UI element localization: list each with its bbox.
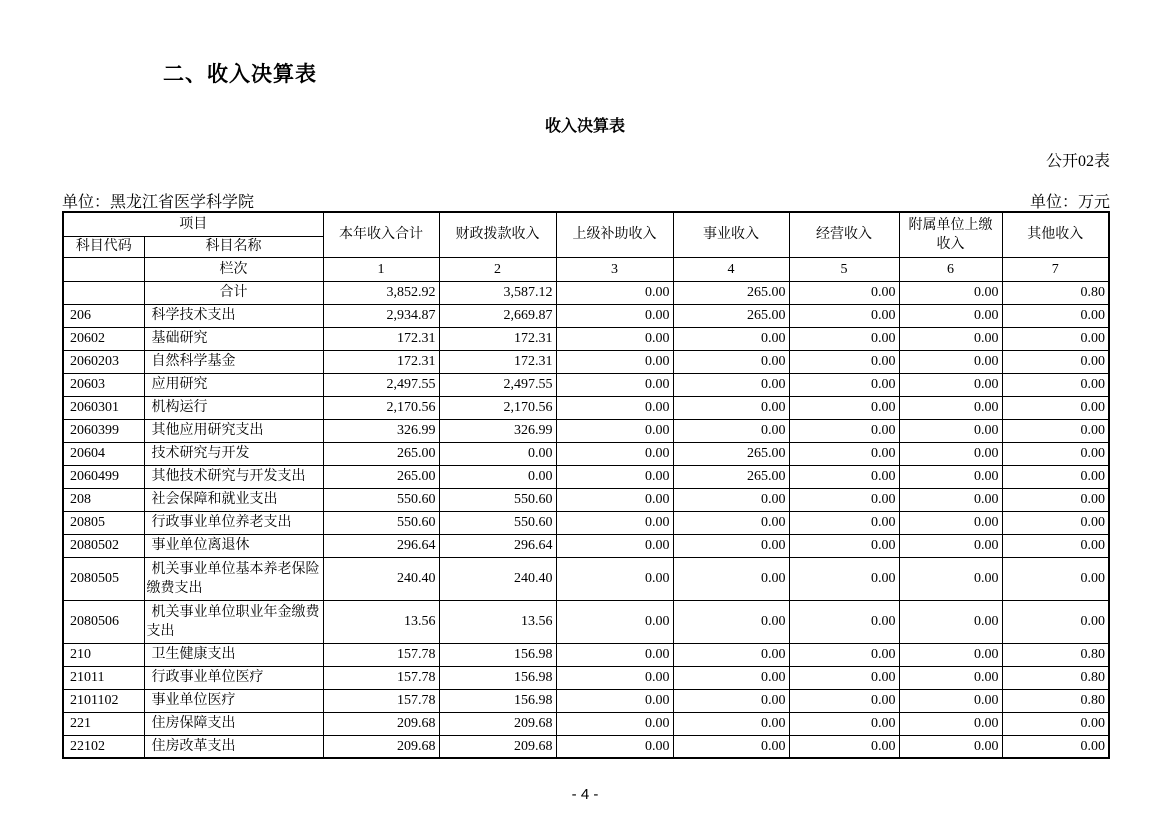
subject-name-cell: 科学技术支出	[144, 304, 323, 327]
value-cell: 240.40	[323, 557, 439, 600]
value-cell: 0.00	[899, 373, 1002, 396]
table-row	[63, 281, 1109, 304]
subject-name-cell: 机构运行	[144, 396, 323, 419]
value-cell: 156.98	[439, 666, 556, 689]
subject-code-cell: 20805	[63, 511, 144, 534]
table-row	[63, 511, 1109, 534]
column-header-other-income: 其他收入	[1002, 212, 1109, 257]
value-cell: 265.00	[323, 465, 439, 488]
table-row	[63, 442, 1109, 465]
value-cell: 0.00	[556, 281, 673, 304]
subject-name-cell: 合计	[144, 281, 323, 304]
value-cell: 0.00	[556, 465, 673, 488]
value-cell: 0.00	[789, 735, 899, 758]
value-cell: 265.00	[673, 442, 789, 465]
table-row	[63, 666, 1109, 689]
table-row	[63, 419, 1109, 442]
subject-name-cell: 机关事业单位职业年金缴费支出	[144, 600, 323, 643]
value-cell: 0.00	[673, 600, 789, 643]
subject-code-cell: 22102	[63, 735, 144, 758]
value-cell: 0.00	[789, 419, 899, 442]
value-cell: 0.00	[439, 465, 556, 488]
value-cell: 265.00	[673, 465, 789, 488]
value-cell: 265.00	[673, 281, 789, 304]
value-cell: 296.64	[323, 534, 439, 557]
value-cell: 209.68	[323, 735, 439, 758]
value-cell: 0.80	[1002, 643, 1109, 666]
subject-name-cell: 事业单位离退休	[144, 534, 323, 557]
value-cell: 0.00	[899, 488, 1002, 511]
value-cell: 0.00	[1002, 442, 1109, 465]
column-header-superior-subsidy: 上级补助收入	[556, 212, 673, 257]
value-cell: 157.78	[323, 666, 439, 689]
value-cell: 265.00	[673, 304, 789, 327]
value-cell: 0.00	[789, 689, 899, 712]
value-cell: 0.00	[556, 534, 673, 557]
value-cell: 0.00	[556, 419, 673, 442]
value-cell: 2,497.55	[439, 373, 556, 396]
value-cell: 0.00	[556, 327, 673, 350]
page-number: - 4 -	[571, 786, 599, 803]
value-cell: 209.68	[323, 712, 439, 735]
value-cell: 2,170.56	[439, 396, 556, 419]
value-cell: 0.00	[439, 442, 556, 465]
value-cell: 0.00	[556, 689, 673, 712]
value-cell: 0.00	[556, 666, 673, 689]
value-cell: 0.00	[556, 304, 673, 327]
value-cell: 0.00	[899, 304, 1002, 327]
header-row-lanci	[63, 257, 1109, 281]
subject-name-cell: 社会保障和就业支出	[144, 488, 323, 511]
lanci-number-6: 6	[899, 257, 1002, 281]
value-cell: 0.00	[673, 419, 789, 442]
value-cell: 13.56	[323, 600, 439, 643]
value-cell: 0.00	[899, 419, 1002, 442]
value-cell: 209.68	[439, 735, 556, 758]
value-cell: 172.31	[439, 350, 556, 373]
value-cell: 172.31	[323, 327, 439, 350]
value-cell: 0.00	[899, 442, 1002, 465]
value-cell: 0.00	[899, 557, 1002, 600]
value-cell: 0.00	[1002, 557, 1109, 600]
subject-code-cell: 210	[63, 643, 144, 666]
subject-code-header: 科目代码	[63, 236, 144, 257]
subject-code-cell: 21011	[63, 666, 144, 689]
table-row	[63, 350, 1109, 373]
table-row	[63, 643, 1109, 666]
lanci-empty-cell	[63, 257, 144, 281]
value-cell: 0.00	[556, 600, 673, 643]
value-cell: 0.00	[789, 488, 899, 511]
form-code-label: 公开02表	[1045, 153, 1110, 170]
value-cell: 0.00	[1002, 304, 1109, 327]
value-cell: 0.00	[673, 327, 789, 350]
value-cell: 0.80	[1002, 666, 1109, 689]
subject-name-cell: 应用研究	[144, 373, 323, 396]
value-cell: 0.00	[1002, 511, 1109, 534]
subject-name-cell: 自然科学基金	[144, 350, 323, 373]
subject-name-cell: 其他技术研究与开发支出	[144, 465, 323, 488]
value-cell: 0.80	[1002, 281, 1109, 304]
value-cell: 550.60	[323, 488, 439, 511]
subject-name-cell: 基础研究	[144, 327, 323, 350]
revenue-final-accounts-table	[62, 211, 1110, 759]
lanci-label-cell: 栏次	[144, 257, 323, 281]
value-cell: 3,852.92	[323, 281, 439, 304]
value-cell: 2,497.55	[323, 373, 439, 396]
value-cell: 2,170.56	[323, 396, 439, 419]
section-title: 二、收入决算表	[163, 63, 317, 86]
value-cell: 156.98	[439, 689, 556, 712]
subject-code-cell: 20604	[63, 442, 144, 465]
value-cell: 0.00	[1002, 735, 1109, 758]
value-cell: 0.00	[673, 511, 789, 534]
value-cell: 0.00	[789, 600, 899, 643]
value-cell: 240.40	[439, 557, 556, 600]
value-cell: 0.00	[899, 735, 1002, 758]
value-cell: 0.00	[789, 666, 899, 689]
value-cell: 0.00	[556, 557, 673, 600]
subject-name-cell: 卫生健康支出	[144, 643, 323, 666]
table-row	[63, 557, 1109, 600]
value-cell: 0.00	[899, 666, 1002, 689]
value-cell: 0.00	[899, 281, 1002, 304]
subject-name-cell: 事业单位医疗	[144, 689, 323, 712]
value-cell: 0.00	[899, 643, 1002, 666]
value-cell: 157.78	[323, 689, 439, 712]
column-header-business-income: 经营收入	[789, 212, 899, 257]
subject-code-cell: 2060203	[63, 350, 144, 373]
lanci-number-2: 2	[439, 257, 556, 281]
subject-name-cell: 行政事业单位医疗	[144, 666, 323, 689]
value-cell: 0.00	[673, 712, 789, 735]
column-header-operating-income: 事业收入	[673, 212, 789, 257]
value-cell: 0.00	[1002, 488, 1109, 511]
value-cell: 156.98	[439, 643, 556, 666]
table-row	[63, 465, 1109, 488]
value-cell: 2,669.87	[439, 304, 556, 327]
value-cell: 0.00	[1002, 465, 1109, 488]
subject-name-cell: 行政事业单位养老支出	[144, 511, 323, 534]
value-cell: 0.00	[789, 281, 899, 304]
value-cell: 326.99	[439, 419, 556, 442]
lanci-number-7: 7	[1002, 257, 1109, 281]
subject-code-cell: 221	[63, 712, 144, 735]
value-cell: 0.00	[556, 511, 673, 534]
value-cell: 550.60	[323, 511, 439, 534]
table-row	[63, 735, 1109, 758]
value-cell: 550.60	[439, 511, 556, 534]
value-cell: 0.00	[789, 304, 899, 327]
value-cell: 0.00	[1002, 534, 1109, 557]
value-cell: 0.00	[789, 350, 899, 373]
value-cell: 296.64	[439, 534, 556, 557]
value-cell: 0.00	[556, 350, 673, 373]
table-row	[63, 373, 1109, 396]
value-cell: 0.00	[789, 643, 899, 666]
value-cell: 3,587.12	[439, 281, 556, 304]
value-cell: 0.00	[789, 465, 899, 488]
value-cell: 2,934.87	[323, 304, 439, 327]
value-cell: 0.00	[673, 534, 789, 557]
subject-code-cell: 2060399	[63, 419, 144, 442]
table-row	[63, 689, 1109, 712]
value-cell: 0.00	[789, 442, 899, 465]
value-cell: 0.00	[673, 488, 789, 511]
value-cell: 0.00	[1002, 373, 1109, 396]
table-row	[63, 712, 1109, 735]
value-cell: 0.00	[1002, 419, 1109, 442]
column-header-total: 本年收入合计	[323, 212, 439, 257]
value-cell: 0.00	[789, 534, 899, 557]
value-cell: 0.00	[1002, 396, 1109, 419]
subject-name-header: 科目名称	[144, 236, 323, 257]
column-header-affiliated-remittance: 附属单位上缴收入	[899, 212, 1002, 257]
table-row	[63, 304, 1109, 327]
subject-code-cell: 2080506	[63, 600, 144, 643]
value-cell: 0.00	[673, 350, 789, 373]
lanci-number-4: 4	[673, 257, 789, 281]
value-cell: 0.00	[1002, 712, 1109, 735]
value-cell: 0.00	[899, 712, 1002, 735]
value-cell: 0.00	[673, 373, 789, 396]
subject-name-cell: 住房保障支出	[144, 712, 323, 735]
value-cell: 0.00	[899, 689, 1002, 712]
subject-code-cell: 2060499	[63, 465, 144, 488]
value-cell: 0.00	[899, 350, 1002, 373]
value-cell: 0.00	[1002, 600, 1109, 643]
table-row	[63, 600, 1109, 643]
subject-name-cell: 技术研究与开发	[144, 442, 323, 465]
value-cell: 0.00	[1002, 327, 1109, 350]
value-cell: 0.00	[673, 666, 789, 689]
value-cell: 0.00	[899, 396, 1002, 419]
value-cell: 0.00	[673, 396, 789, 419]
value-cell: 0.00	[899, 465, 1002, 488]
subject-code-cell: 2101102	[63, 689, 144, 712]
value-cell: 0.00	[673, 643, 789, 666]
value-cell: 0.00	[556, 396, 673, 419]
column-header-fiscal-appropriation: 财政拨款收入	[439, 212, 556, 257]
lanci-number-1: 1	[323, 257, 439, 281]
value-cell: 0.00	[556, 373, 673, 396]
value-cell: 550.60	[439, 488, 556, 511]
value-cell: 209.68	[439, 712, 556, 735]
value-cell: 0.00	[673, 557, 789, 600]
subject-code-cell: 2080505	[63, 557, 144, 600]
header-row-project	[63, 212, 1109, 236]
value-cell: 0.00	[556, 712, 673, 735]
value-cell: 265.00	[323, 442, 439, 465]
value-cell: 0.00	[899, 600, 1002, 643]
value-cell: 0.00	[789, 396, 899, 419]
value-cell: 0.00	[789, 373, 899, 396]
value-cell: 0.00	[789, 557, 899, 600]
value-cell: 0.00	[556, 735, 673, 758]
value-cell: 0.00	[1002, 350, 1109, 373]
unit-name-label: 单位：黑龙江省医学科学院	[62, 194, 255, 211]
subject-code-cell: 206	[63, 304, 144, 327]
value-cell: 157.78	[323, 643, 439, 666]
value-cell: 172.31	[439, 327, 556, 350]
value-cell: 0.00	[789, 712, 899, 735]
lanci-number-3: 3	[556, 257, 673, 281]
value-cell: 0.00	[899, 534, 1002, 557]
unit-measure-label: 单位：万元	[1029, 194, 1110, 211]
subject-code-cell	[63, 281, 144, 304]
subject-name-cell: 其他应用研究支出	[144, 419, 323, 442]
value-cell: 0.80	[1002, 689, 1109, 712]
value-cell: 0.00	[556, 442, 673, 465]
table-header	[63, 212, 1109, 281]
subject-code-cell: 2080502	[63, 534, 144, 557]
table-title: 收入决算表	[544, 118, 625, 135]
table-row	[63, 534, 1109, 557]
value-cell: 13.56	[439, 600, 556, 643]
revenue-table-wrap	[62, 211, 1110, 759]
value-cell: 0.00	[556, 488, 673, 511]
value-cell: 0.00	[899, 511, 1002, 534]
subject-code-cell: 20602	[63, 327, 144, 350]
subject-name-cell: 住房改革支出	[144, 735, 323, 758]
subject-code-cell: 20603	[63, 373, 144, 396]
value-cell: 0.00	[789, 511, 899, 534]
table-body	[63, 281, 1109, 758]
value-cell: 172.31	[323, 350, 439, 373]
project-header-cell: 项目	[63, 212, 323, 236]
value-cell: 0.00	[789, 327, 899, 350]
table-row	[63, 327, 1109, 350]
value-cell: 0.00	[673, 689, 789, 712]
subject-code-cell: 2060301	[63, 396, 144, 419]
subject-code-cell: 208	[63, 488, 144, 511]
value-cell: 326.99	[323, 419, 439, 442]
unit-line	[62, 189, 1110, 212]
table-row	[63, 488, 1109, 511]
value-cell: 0.00	[673, 735, 789, 758]
lanci-number-5: 5	[789, 257, 899, 281]
value-cell: 0.00	[899, 327, 1002, 350]
subject-name-cell: 机关事业单位基本养老保险缴费支出	[144, 557, 323, 600]
table-row	[63, 396, 1109, 419]
value-cell: 0.00	[556, 643, 673, 666]
